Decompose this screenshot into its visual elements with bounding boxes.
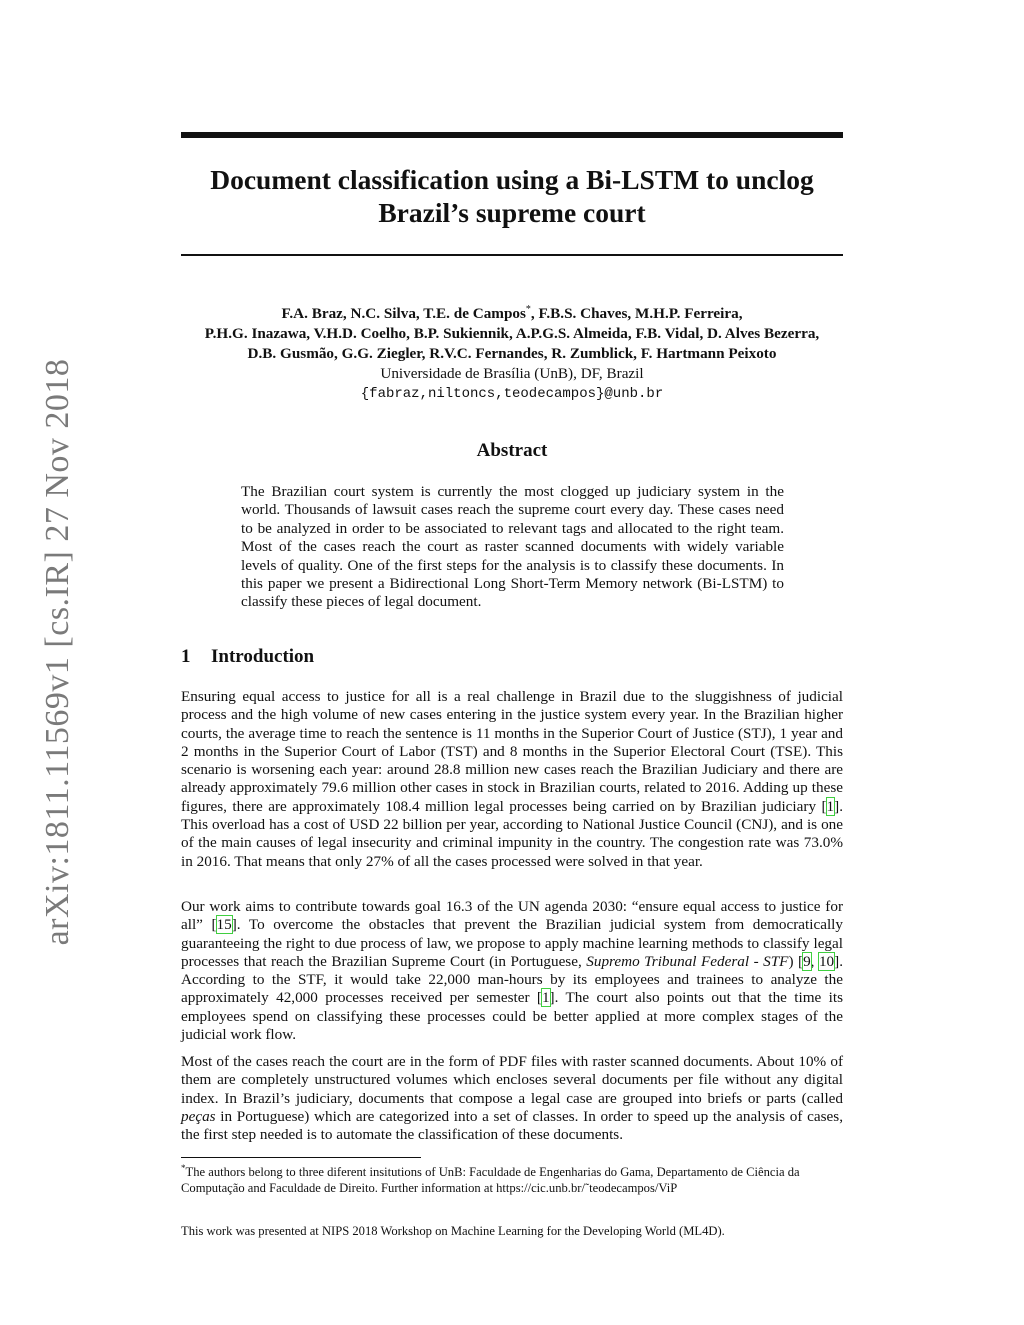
section-heading-introduction [181, 646, 314, 668]
footnote-text: The authors belong to three diferent insitutions of UnB: Faculdade de Engenharias do Gama, Departamento de Ciência da Computação and Faculdade de Direito. Further information at https://cic.unb.br/˜teodecampos/ViP [181, 1165, 800, 1196]
section-title: Introduction [211, 646, 315, 667]
intro-p2-text-d: ]. According to the STF, it would take 22,000 man-hours by its employees and trainees to analyze the approximately 42,000 processes received per semester [ [181, 952, 843, 1007]
authors-line-1-a: F.A. Braz, N.C. Silva, T.E. de Campos [281, 305, 526, 323]
citation-link[interactable]: 1 [541, 989, 550, 1007]
abstract-text: The Brazilian court system is currently the most clogged up judiciary system in the world. Thousands of lawsuit cases reach the supreme court every day. These cases need to be analyzed in order to be associated to relevant tags and allocated to the right team. Most of the cases reach the court as raster scanned documents with widely variable levels of quality. One of the first steps for the analysis is to classify these documents. In this paper we present a Bidirectional Long Short-Term Memory network (Bi-LSTM) to classify these pieces of legal document. [241, 483, 784, 611]
title-top-rule [181, 132, 843, 138]
intro-p1-text-a: Ensuring equal access to justice for all is a real challenge in Brazil due to the sluggishness of judicial process and the high volume of new cases entering in the justice system every year. In the Brazilian higher courts, the average time to reach the sentence is 11 months in the Superior Court of Justice (STJ), 1 year and 2 months in the Superior Court of Labor (TST) and 8 months in the Superior Electoral Court (TSE). This scenario is worsening each year: around 28.8 million new cases reach the Brazilian Judiciary and there are already approximately 79.6 million other cases in stock in Brazilian courts, related to 2016. Adding up these figures, there are approximately 108.4 million legal processes being carried on by Brazilian judiciary [ [181, 688, 843, 815]
intro-p3-text-b: in Portuguese) which are categorized into a set of classes. In order to speed up the analysis of cases, the first step needed is to automate the classification of these documents. [181, 1107, 843, 1144]
authors-line-2: P.H.G. Inazawa, V.H.D. Coelho, B.P. Sukiennik, A.P.G.S. Almeida, F.B. Vidal, D. Alves Bezerra, [204, 325, 820, 343]
footnote-rule [181, 1157, 421, 1158]
workshop-note: This work was presented at NIPS 2018 Workshop on Machine Learning for the Developing World (ML4D). [181, 1224, 725, 1238]
intro-p2-sep: , [810, 952, 819, 970]
intro-p3-text-a: Most of the cases reach the court are in the form of PDF files with raster scanned documents. About 10% of them are completely unstructured volumes which encloses several documents per file without any digital index. In Brazil’s judiciary, documents that compose a legal case are grouped into briefs or parts (called [181, 1053, 843, 1107]
intro-p2-text-c: ) [ [788, 952, 804, 970]
email: {fabraz,niltoncs,teodecampos}@unb.br [360, 386, 664, 403]
intro-paragraph-3 [181, 1053, 843, 1144]
footnote-marker: * [525, 304, 531, 315]
footnote-mark: * [181, 1163, 186, 1173]
title-line-2: Brazil’s supreme court [378, 197, 646, 228]
abstract-heading: Abstract [476, 440, 548, 461]
intro-p1-text-b: ]. This overload has a cost of USD 22 billion per year, according to National Justice Council (CNJ), and is one of the main causes of legal insecurity and criminal impunity in the country. The congestion rate was 73.0% in 2016. That means that only 27% of all the cases processed were solved in that year. [181, 797, 843, 870]
paper-title [181, 163, 843, 229]
title-bottom-rule [181, 254, 843, 256]
affiliation: Universidade de Brasília (UnB), DF, Brazil [380, 365, 644, 383]
intro-p2-italic: Supremo Tribunal Federal - STF [586, 952, 789, 970]
intro-p2-text-a: Our work aims to contribute towards goal 16.3 of the UN agenda 2030: “ensure equal access to justice for all” [ [181, 898, 843, 934]
authors-line-1 [150, 300, 874, 324]
authors-line-3: D.B. Gusmão, G.G. Ziegler, R.V.C. Fernandes, R. Zumblick, F. Hartmann Peixoto [247, 345, 777, 363]
intro-paragraph-2 [181, 898, 843, 1044]
intro-p2-text-e: ]. The court also points out that the time its employees spend on classifying these processes could be better applied at more complex stages of the judicial work flow. [181, 989, 843, 1044]
authors-line-1-b: , F.B.S. Chaves, M.H.P. Ferreira, [530, 305, 743, 323]
citation-link[interactable]: 10 [818, 952, 835, 970]
section-number: 1 [181, 646, 191, 667]
footnote [181, 1160, 843, 1196]
citation-link[interactable]: 9 [803, 952, 811, 970]
intro-paragraph-1 [181, 688, 843, 871]
citation-link[interactable]: 15 [216, 916, 232, 934]
title-line-1: Document classification using a Bi-LSTM to unclog [210, 164, 814, 195]
citation-link[interactable]: 1 [826, 797, 835, 815]
author-block [150, 300, 874, 404]
intro-p3-italic: peças [181, 1107, 216, 1125]
arxiv-stamp-text: arXiv:1811.11569v1 [cs.IR] 27 Nov 2018 [39, 358, 76, 946]
intro-p2-text-b: ]. To overcome the obstacles that prevent the Brazilian judicial system from democratically guaranteeing the right to due process of law, we propose to apply machine learning methods to classify legal processes that reach the Brazilian Supreme Court (in Portuguese, [181, 916, 843, 970]
